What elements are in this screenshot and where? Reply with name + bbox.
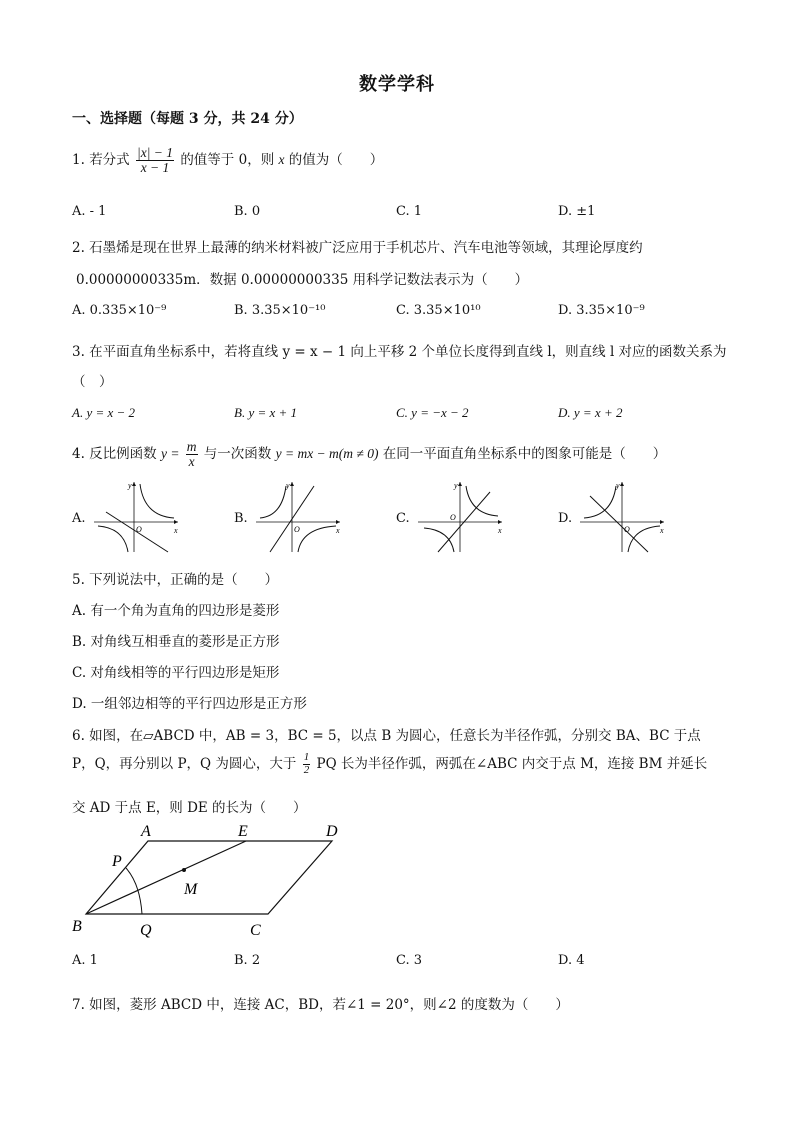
q4-option-d[interactable]: D. — [558, 511, 573, 526]
point-m — [182, 868, 186, 872]
label-b: B — [72, 918, 82, 935]
q5-option-b[interactable]: B. 对角线互相垂直的菱形是正方形 — [72, 634, 280, 650]
origin-label: O — [294, 525, 300, 534]
q6-line-2 — [72, 752, 707, 777]
hyperbola-branch — [140, 484, 174, 518]
x-axis-arrow-icon — [498, 520, 502, 524]
q6-line-2-post: PQ 长为半径作弧，两弧在∠ABC 内交于点 M，连接 BM 并延长 — [316, 756, 708, 772]
q4-linear-expression: y = mx − m(m ≠ 0) — [275, 446, 379, 462]
x-axis-arrow-icon — [660, 520, 664, 524]
q4-text-pre: 4. 反比例函数 — [72, 446, 157, 463]
x-label: x — [660, 526, 664, 535]
q7-stem: 7. 如图，菱形 ABCD 中，连接 AC，BD，若∠1 = 20°，则∠2 的度数为（ ） — [72, 997, 569, 1013]
q6-fraction-denominator: 2 — [303, 764, 310, 776]
q6-parallelogram-figure — [68, 818, 358, 943]
x-label: x — [336, 526, 340, 535]
q4-fraction — [186, 440, 198, 469]
label-m: M — [184, 881, 198, 898]
q6-line-1: 6. 如图，在▱ABCD 中，AB = 3，BC = 5，以点 B 为圆心，任意长为半径作弧，分别交 BA、BC 于点 — [72, 728, 701, 744]
q4-graph-b — [252, 478, 348, 554]
q1-fraction-numerator: |x| − 1 — [136, 145, 174, 160]
q3-option-d[interactable]: D. y = x + 2 — [558, 405, 623, 420]
q1-fraction — [136, 146, 174, 175]
line-graph — [590, 496, 648, 552]
q4-graph-d — [576, 478, 672, 554]
q6-option-a[interactable]: A. 1 — [72, 953, 98, 968]
y-axis-arrow-icon — [620, 482, 624, 486]
question-1 — [72, 146, 383, 175]
label-q: Q — [140, 922, 152, 939]
q4-fraction-denominator: x — [188, 454, 195, 470]
y-axis-arrow-icon — [290, 482, 294, 486]
hyperbola-branch — [98, 526, 128, 552]
page-title: 数学学科 — [359, 74, 435, 95]
hyperbola-branch — [260, 486, 286, 518]
hyperbola-branch — [424, 528, 454, 552]
q6-option-d[interactable]: D. 4 — [558, 953, 585, 968]
origin-label: O — [450, 513, 456, 522]
q1-text-post2: 的值为（ ） — [288, 152, 384, 169]
q4-option-c[interactable]: C. — [396, 511, 410, 526]
q1-fraction-denominator: x − 1 — [140, 160, 170, 176]
q6-line-3: 交 AD 于点 E，则 DE 的长为（ ） — [72, 800, 307, 816]
y-label: y — [454, 481, 458, 490]
q1-option-a[interactable]: A. - 1 — [72, 204, 107, 219]
q1-text-pre: 若分式 — [89, 152, 130, 169]
q3-line-2: （ ） — [72, 374, 113, 390]
q2-option-d[interactable]: D. 3.35×10⁻⁹ — [558, 303, 645, 318]
q3-option-b[interactable]: B. y = x + 1 — [234, 405, 298, 420]
q3-option-a[interactable]: A. y = x − 2 — [72, 405, 136, 420]
q1-option-c[interactable]: C. 1 — [396, 204, 423, 219]
y-label: y — [616, 481, 620, 490]
q1-text-post: 的值等于 0，则 — [180, 152, 275, 169]
hyperbola-branch — [298, 526, 336, 552]
label-p: P — [112, 853, 122, 870]
label-a: A — [141, 823, 151, 840]
q4-text-mid: 与一次函数 — [203, 446, 272, 463]
q3-option-c[interactable]: C. y = −x − 2 — [396, 405, 469, 420]
y-axis-arrow-icon — [458, 482, 462, 486]
y-label: y — [128, 481, 132, 490]
q5-option-d[interactable]: D. 一组邻边相等的平行四边形是正方形 — [72, 696, 307, 712]
q2-option-b[interactable]: B. 3.35×10⁻¹⁰ — [234, 303, 326, 318]
q1-option-d[interactable]: D. ±1 — [558, 204, 596, 219]
q4-graph-c — [414, 478, 510, 554]
label-d: D — [326, 823, 338, 840]
q6-option-b[interactable]: B. 2 — [234, 953, 261, 968]
question-4 — [72, 440, 666, 469]
q1-option-b[interactable]: B. 0 — [234, 204, 261, 219]
q4-option-a[interactable]: A. — [72, 511, 86, 526]
label-e: E — [238, 823, 248, 840]
q1-number: 1. — [72, 152, 85, 169]
q4-y-equals: y = — [160, 446, 180, 462]
q2-line-2: 0.00000000335m．数据 0.00000000335 用科学记数法表示为（ ） — [76, 272, 529, 288]
x-axis-arrow-icon — [174, 520, 178, 524]
q1-variable: x — [278, 152, 285, 168]
section-heading: 一、选择题（每题 3 分，共 24 分） — [72, 111, 303, 127]
q5-stem: 5. 下列说法中，正确的是（ ） — [72, 572, 279, 588]
q6-fraction-numerator: 1 — [303, 751, 310, 764]
parallelogram-abcd — [86, 841, 332, 914]
segment-be — [86, 841, 246, 914]
hyperbola-branch — [584, 486, 616, 518]
q2-option-a[interactable]: A. 0.335×10⁻⁹ — [72, 303, 167, 318]
q6-option-c[interactable]: C. 3 — [396, 953, 423, 968]
q2-option-c[interactable]: C. 3.35×10¹⁰ — [396, 303, 481, 318]
q6-fraction — [303, 752, 311, 776]
x-axis-arrow-icon — [336, 520, 340, 524]
arc-pq — [126, 868, 142, 914]
q5-option-c[interactable]: C. 对角线相等的平行四边形是矩形 — [72, 665, 280, 681]
q5-option-a[interactable]: A. 有一个角为直角的四边形是菱形 — [72, 603, 280, 619]
label-c: C — [250, 922, 261, 939]
q2-line-1: 2. 石墨烯是现在世界上最薄的纳米材料被广泛应用于手机芯片、汽车电池等领域，其理论厚度约 — [72, 240, 643, 256]
q3-line-1: 3. 在平面直角坐标系中，若将直线 y = x − 1 向上平移 2 个单位长度得到直线 l，则直线 l 对应的函数关系为 — [72, 344, 727, 360]
origin-label: O — [624, 525, 630, 534]
origin-label: O — [136, 525, 142, 534]
q4-fraction-numerator: m — [186, 439, 197, 454]
q4-graph-a — [90, 478, 186, 554]
x-label: x — [498, 526, 502, 535]
q4-text-post: 在同一平面直角坐标系中的图象可能是（ ） — [382, 446, 667, 463]
y-label: y — [286, 481, 290, 490]
y-axis-arrow-icon — [132, 482, 136, 486]
q6-line-2-pre: P，Q，再分别以 P，Q 为圆心，大于 — [72, 756, 297, 772]
x-label: x — [174, 526, 178, 535]
q4-option-b[interactable]: B. — [234, 511, 248, 526]
